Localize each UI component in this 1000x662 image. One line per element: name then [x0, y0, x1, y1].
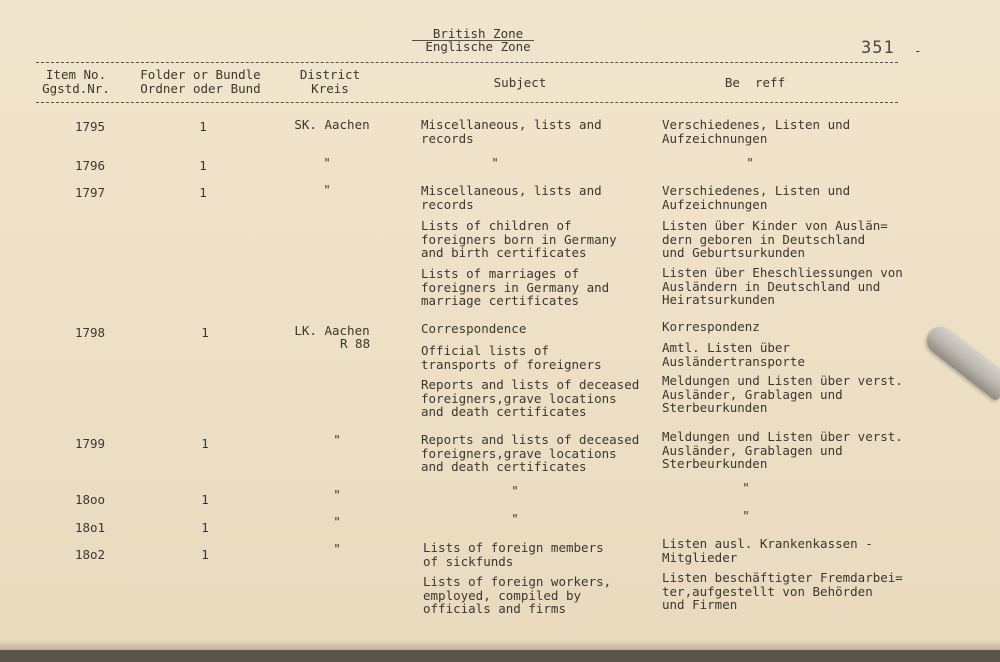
- col-item-line2: Ggstd.Nr.: [42, 81, 110, 96]
- item-number: 1798: [74, 325, 106, 340]
- item-number: 1799: [74, 436, 106, 451]
- betreff-text: Verschiedenes, Listen und Aufzeichnungen: [662, 183, 851, 212]
- col-folder-line1: Folder or Bundle: [140, 67, 261, 82]
- subject-text: Lists of children of foreigners born in Germany and birth certificates: [421, 218, 617, 260]
- betreff-text: Listen beschäftigter Fremdarbei= ter,aufgestellt von Behörden und Firmen: [662, 570, 903, 612]
- folder-count: 1: [201, 436, 209, 451]
- item-number: 1796: [74, 158, 106, 173]
- header-bottom-rule: [36, 102, 898, 103]
- folder-count: 1: [201, 492, 209, 507]
- paper-clip: [921, 321, 1000, 402]
- folder-count: 1: [199, 119, 207, 134]
- col-folder-line2: Ordner oder Bund: [140, 81, 261, 96]
- subject-text: Miscellaneous, lists and records: [421, 183, 602, 212]
- zone-title-en: British Zone: [432, 26, 524, 41]
- district-ditto: ": [333, 541, 341, 556]
- betreff-text: Verschiedenes, Listen und Aufzeichnungen: [662, 117, 851, 146]
- item-number: 1797: [74, 185, 106, 200]
- district: SK. Aachen: [294, 117, 370, 132]
- district-ditto: ": [333, 514, 341, 529]
- col-item-line1: Item No.: [45, 67, 107, 82]
- subject-text: Reports and lists of deceased foreigners,grave locations and death certificates: [421, 377, 640, 419]
- subject-text: Correspondence: [421, 321, 527, 336]
- subject-text: Miscellaneous, lists and records: [421, 117, 602, 146]
- item-number: 18oo: [74, 492, 106, 507]
- item-number: 1795: [74, 119, 106, 134]
- item-number: 18o1: [74, 520, 106, 535]
- district-ditto: ": [323, 182, 331, 197]
- col-subject: Subject: [493, 75, 547, 90]
- betreff-text: Meldungen und Listen über verst. Ausländer, Grablagen und Sterbeurkunden: [662, 373, 903, 415]
- subject-text: Reports and lists of deceased foreigners,grave locations and death certificates: [421, 432, 640, 474]
- betreff-text: Korrespondenz: [662, 319, 760, 334]
- subject-text: Lists of foreign workers, employed, compiled by officials and firms: [423, 574, 612, 616]
- col-district-line1: District: [299, 67, 361, 82]
- district-ditto: ": [323, 155, 331, 170]
- page-number: 351: [861, 38, 895, 58]
- betreff-text: Listen ausl. Krankenkassen - Mitglieder: [662, 536, 873, 565]
- district-sub: R 88: [340, 336, 371, 351]
- district-ditto: ": [333, 432, 341, 447]
- betreff-text: Meldungen und Listen über verst. Ausländer, Grablagen und Sterbeurkunden: [662, 429, 903, 471]
- zone-title-de: Englische Zone: [425, 39, 531, 54]
- subject-ditto: ": [491, 155, 499, 170]
- betreff-ditto: ": [742, 508, 750, 523]
- item-number: 18o2: [74, 547, 106, 562]
- betreff-ditto: ": [746, 155, 754, 170]
- page-mark: -: [914, 43, 922, 58]
- col-district-line2: Kreis: [311, 81, 349, 96]
- header-top-rule: [36, 62, 898, 63]
- folder-count: 1: [201, 520, 209, 535]
- folder-count: 1: [199, 158, 207, 173]
- folder-count: 1: [201, 325, 209, 340]
- betreff-text: Listen über Kinder von Auslän= dern geboren in Deutschland und Geburtsurkunden: [662, 218, 888, 260]
- district-ditto: ": [333, 487, 341, 502]
- subject-text: Lists of foreign members of sickfunds: [423, 540, 604, 569]
- subject-text: Official lists of transports of foreigners: [421, 343, 602, 372]
- col-betreff: Be reff: [724, 75, 786, 90]
- folder-count: 1: [201, 547, 209, 562]
- betreff-text: Listen über Eheschliessungen von Ausländern in Deutschland und Heiratsurkunden: [662, 265, 903, 307]
- betreff-text: Amtl. Listen über Ausländertransporte: [662, 340, 805, 369]
- subject-ditto: ": [511, 511, 519, 526]
- district: LK. Aachen: [294, 323, 370, 338]
- betreff-ditto: ": [742, 480, 750, 495]
- folder-count: 1: [199, 185, 207, 200]
- subject-ditto: ": [511, 483, 519, 498]
- subject-text: Lists of marriages of foreigners in Germany and marriage certificates: [421, 266, 610, 308]
